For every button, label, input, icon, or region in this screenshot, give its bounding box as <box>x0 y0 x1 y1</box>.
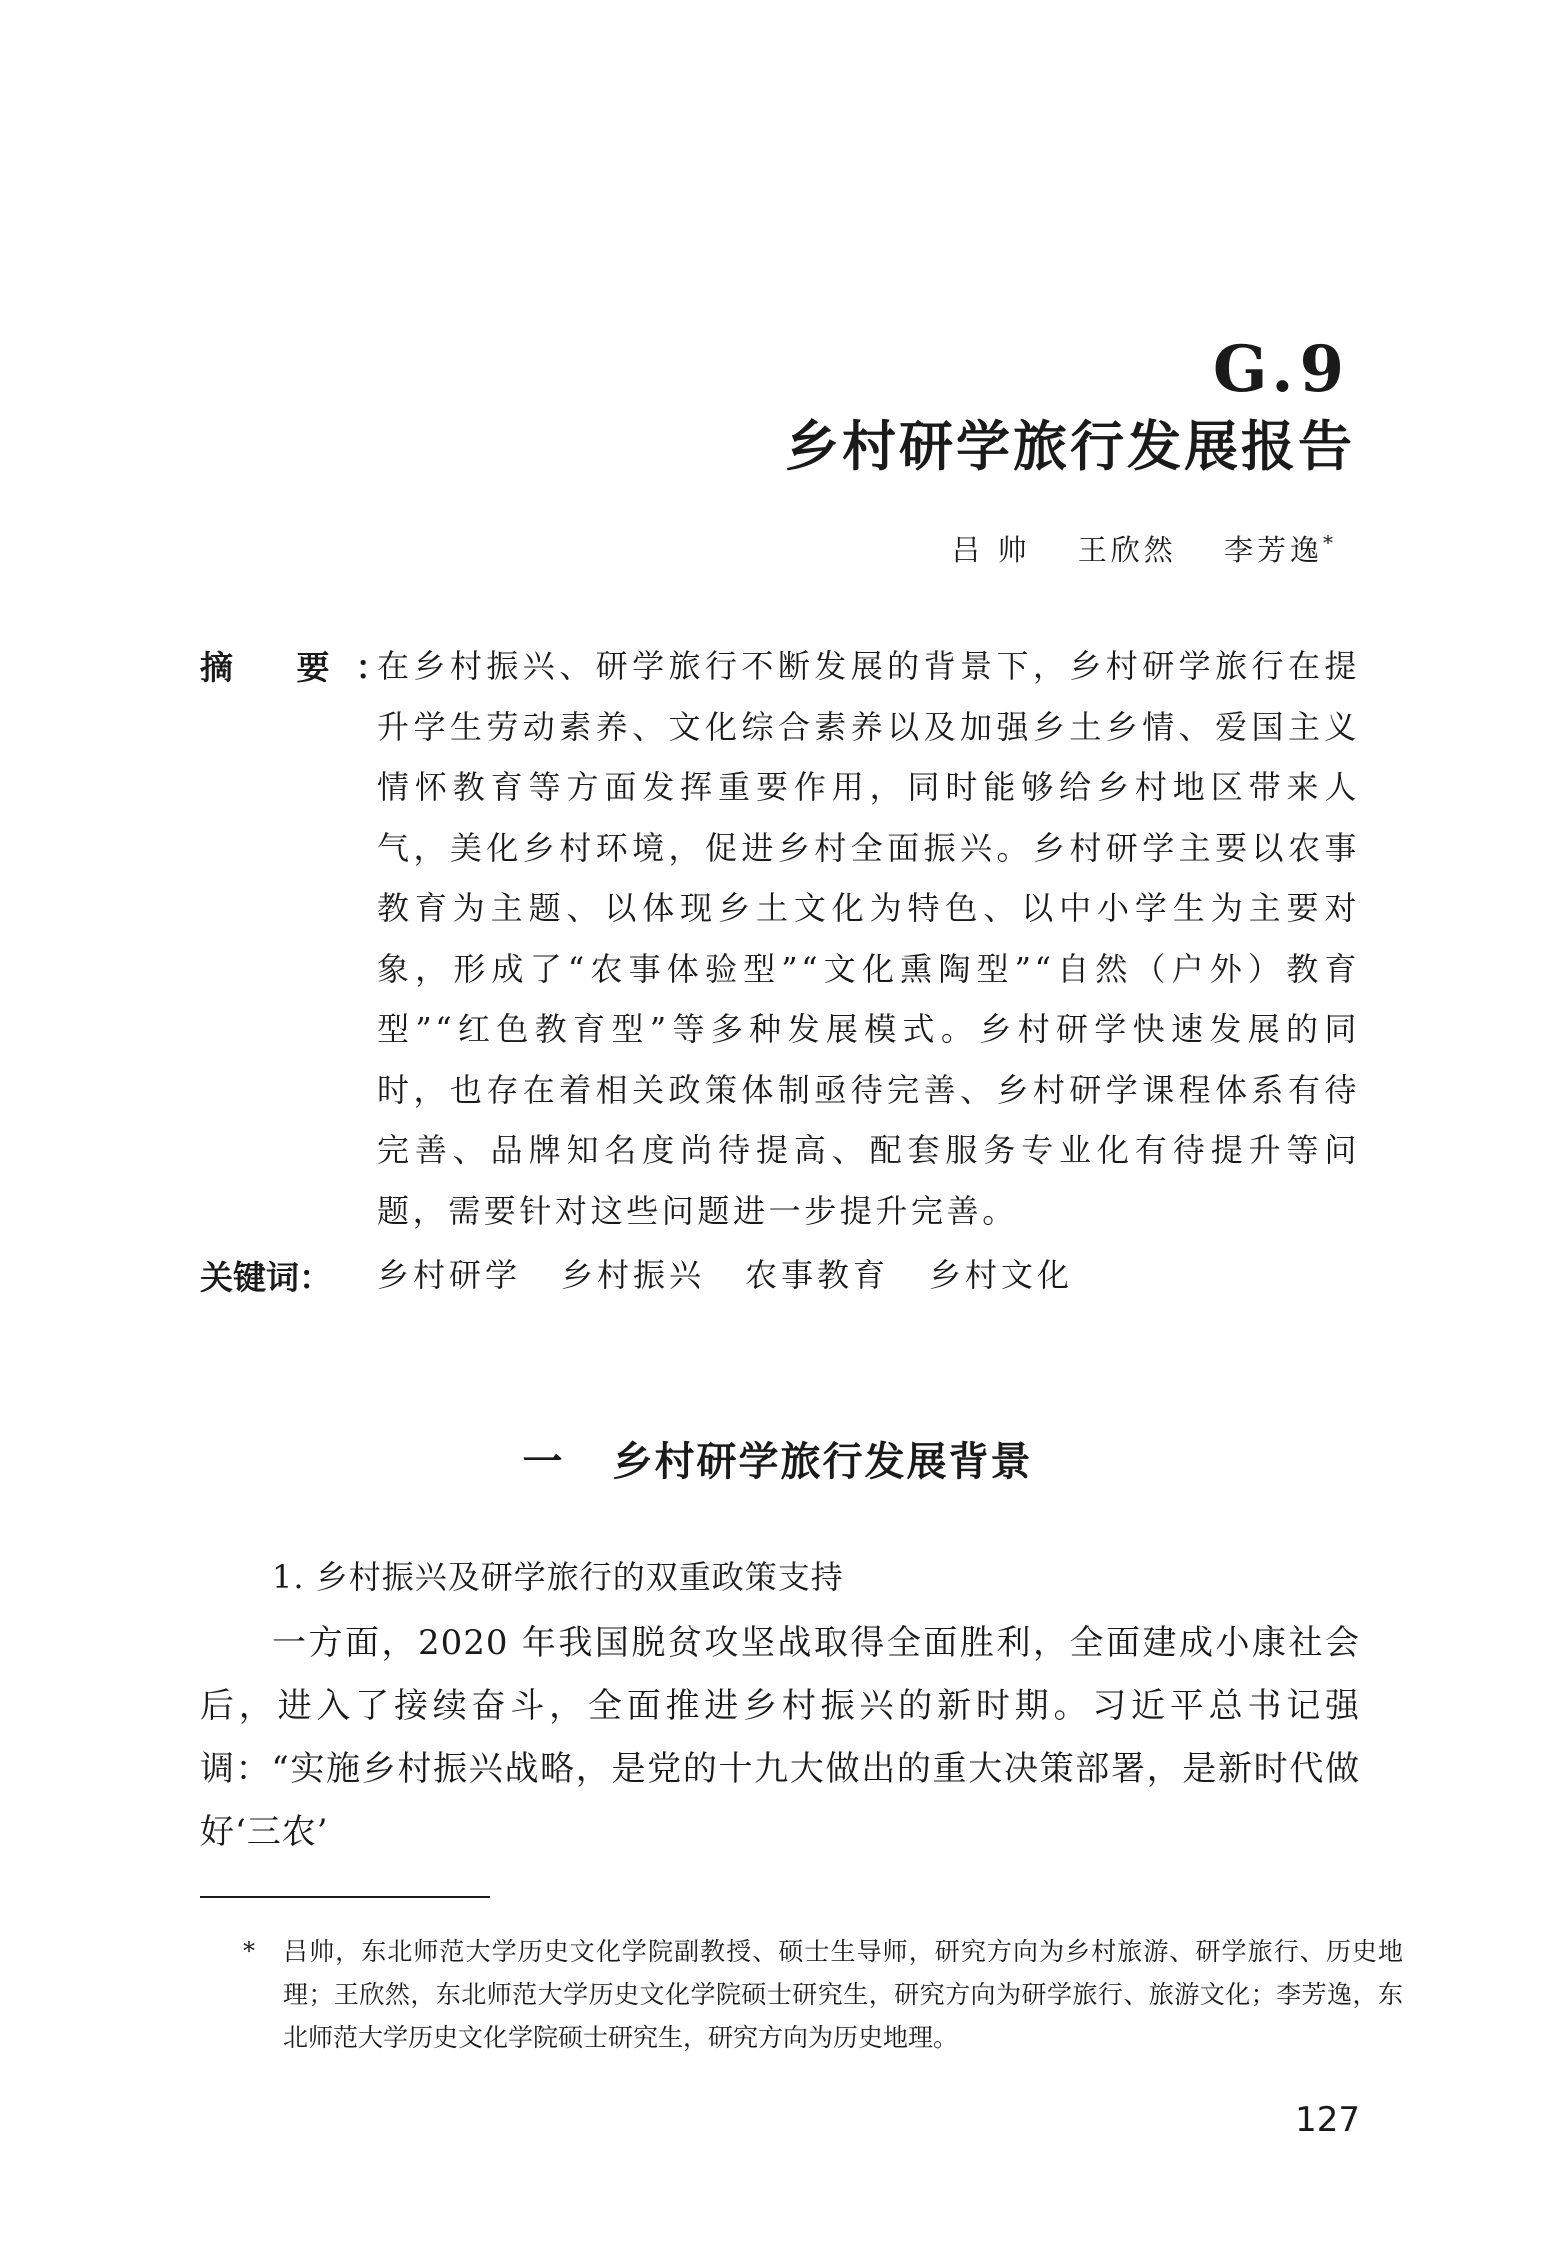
keyword-item: 乡村振兴 <box>561 1256 706 1294</box>
keyword-item: 乡村研学 <box>377 1256 522 1294</box>
abstract-text: 在乡村振兴、研学旅行不断发展的背景下，乡村研学旅行在提升学生劳动素养、文化综合素养以及加强乡土乡情、爱国主义情怀教育等方面发挥重要作用，同时能够给乡村地区带来人气，美化乡村环境，促进乡村全面振兴。乡村研学主要以农事教育为主题、以体现乡土文化为特色、以中小学生为主要对象，形成了“农事体验型”“文化熏陶型”“自然（户外）教育型”“红色教育型”等多种发展模式。乡村研学快速发展的同时，也存在着相关政策体制亟待完善、乡村研学课程体系有待完善、品牌知名度尚待提高、配套服务专业化有待提升等问题，需要针对这些问题进一步提升完善。 <box>377 647 1360 1230</box>
footnote-divider <box>200 1896 490 1898</box>
section-title: 乡村研学旅行发展背景 <box>612 1439 1033 1485</box>
abstract-label: 摘 要： <box>200 648 415 687</box>
keyword-item: 乡村文化 <box>929 1256 1074 1294</box>
footnote-text: 吕帅，东北师范大学历史文化学院副教授、硕士生导师，研究方向为乡村旅游、研学旅行、历史地理；王欣然，东北师范大学历史文化学院硕士研究生，研究方向为研学旅行、旅游文化；李芳逸，东北师范大学历史文化学院硕士研究生，研究方向为历史地理。 <box>283 1937 1403 2052</box>
author-name: 李芳逸 <box>1223 533 1323 567</box>
page-number: 127 <box>1295 2100 1360 2140</box>
keywords-label: 关键词： <box>200 1258 332 1297</box>
footnote-mark: * <box>243 1937 255 1965</box>
footnote <box>243 1930 1403 2059</box>
author-footnote-mark: * <box>1323 530 1337 555</box>
subsection-heading: 1. 乡村振兴及研学旅行的双重政策支持 <box>272 1558 844 1596</box>
chapter-code: G.9 <box>1212 332 1350 407</box>
section-number: 一 <box>522 1439 565 1485</box>
section-heading <box>0 1430 1555 1487</box>
chapter-title: 乡村研学旅行发展报告 <box>785 415 1355 478</box>
author-list <box>917 528 1337 569</box>
author-name: 吕 帅 <box>951 533 1031 567</box>
author-name: 王欣然 <box>1077 533 1177 567</box>
keywords-list <box>377 1250 1113 1296</box>
body-paragraph: 一方面，2020 年我国脱贫攻坚战取得全面胜利，全面建成小康社会后，进入了接续奋斗，全面推进乡村振兴的新时期。习近平总书记强调：“实施乡村振兴战略，是党的十九大做出的重大决策部署，是新时代做好‘三农’ <box>200 1623 1360 1852</box>
keyword-item: 农事教育 <box>745 1256 890 1294</box>
